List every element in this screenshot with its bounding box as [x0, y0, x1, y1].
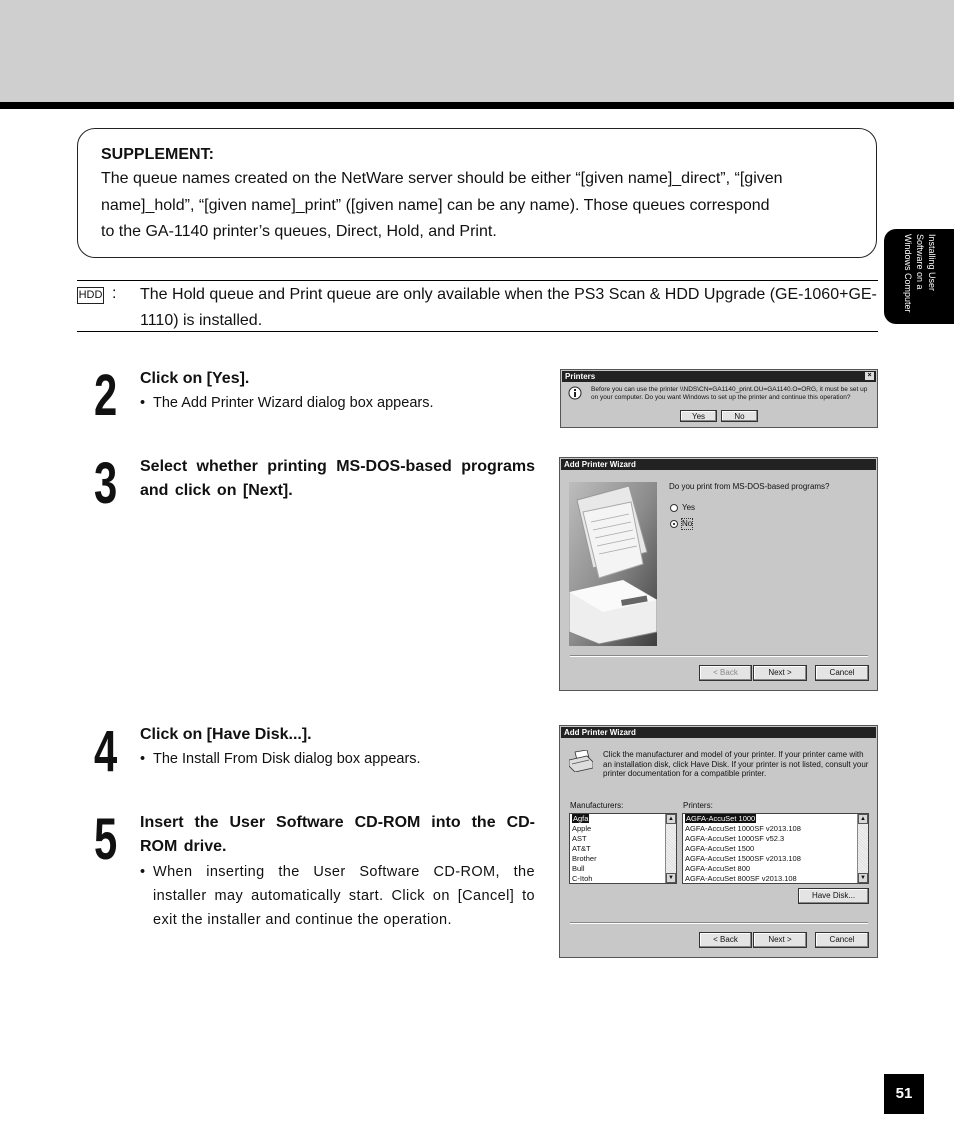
supplement-title: SUPPLEMENT:: [101, 146, 214, 163]
step-number: 5: [94, 807, 117, 872]
step-title: Select whether printing MS-DOS-based programs and click on [Next].: [140, 458, 535, 499]
list-item[interactable]: AGFA-AccuSet 1000SF v52.3: [685, 834, 785, 843]
bullet-icon: •: [140, 751, 146, 767]
page-number: 51: [884, 1074, 924, 1114]
dialog-title: Add Printer Wizard: [561, 727, 876, 738]
step-bullet-text: The Install From Disk dialog box appears.: [153, 751, 421, 767]
supplement-line: name]_hold”, “[given name]_print” ([given name] can be any name). Those queues correspond: [101, 196, 770, 214]
list-item[interactable]: AGFA-AccuSet 1000SF v2013.108: [685, 824, 801, 833]
chapter-side-tab: [884, 229, 954, 324]
side-tab-line-2: Software on a: [915, 234, 925, 290]
manufacturers-label: Manufacturers:: [570, 801, 624, 810]
list-item[interactable]: AST: [572, 834, 587, 843]
supplement-body: [101, 166, 854, 246]
step-number: 4: [94, 719, 117, 784]
hdd-colon: :: [112, 285, 117, 302]
no-button[interactable]: No: [721, 410, 758, 422]
printers-dialog-message: Before you can use the printer \\NDS\CN=GA1140_print.OU=GA1140.O=ORG, it must be set up on your computer. Do you want Windows to set up the printer and continue this operation?: [591, 386, 868, 401]
bullet-icon: •: [140, 864, 146, 880]
step-bullet: [140, 391, 535, 415]
scroll-down-icon[interactable]: ▼: [666, 873, 676, 883]
radio-no[interactable]: [670, 520, 678, 528]
list-item[interactable]: AGFA-AccuSet 1500: [685, 844, 755, 853]
back-button[interactable]: < Back: [699, 932, 752, 948]
printer-icon: [569, 750, 593, 772]
list-item[interactable]: AT&T: [572, 844, 591, 853]
radio-yes[interactable]: [670, 504, 678, 512]
cancel-button[interactable]: Cancel: [815, 932, 869, 948]
list-item[interactable]: AGFA-AccuSet 800SF v2013.108: [685, 874, 797, 883]
hdd-badge-icon: HDD: [77, 287, 104, 304]
side-tab-line-3: Windows Computer: [903, 234, 913, 313]
list-item[interactable]: AGFA-AccuSet 800: [685, 864, 751, 873]
step-bullet-text: The Add Printer Wizard dialog box appears.: [153, 395, 434, 411]
list-item[interactable]: Agfa: [573, 814, 589, 823]
list-item[interactable]: Apple: [572, 824, 592, 833]
yes-button[interactable]: Yes: [680, 410, 717, 422]
dialog-title-text: Printers: [565, 372, 596, 381]
add-printer-wizard-model-dialog: [559, 725, 878, 958]
supplement-box: [77, 128, 877, 258]
step-bullet: [140, 860, 535, 932]
cancel-button[interactable]: Cancel: [815, 665, 869, 681]
list-item[interactable]: C-Itoh: [572, 874, 593, 883]
divider: [570, 655, 868, 657]
add-printer-wizard-dos-dialog: [559, 457, 878, 691]
list-item[interactable]: Brother: [572, 854, 597, 863]
divider: [570, 922, 868, 924]
scrollbar[interactable]: [665, 814, 676, 883]
list-item[interactable]: Bull: [572, 864, 585, 873]
model-instructions: Click the manufacturer and model of your printer. If your printer came with an installation disk, click Have Disk. If your printer is not listed, consult your printer documentation for a compatible printer.: [603, 750, 869, 778]
scroll-up-icon[interactable]: ▲: [666, 814, 676, 824]
hdd-note: [77, 280, 878, 332]
scroll-down-icon[interactable]: ▼: [858, 873, 868, 883]
bullet-icon: •: [140, 395, 146, 411]
printers-dialog: [560, 369, 878, 428]
dialog-title: [562, 371, 876, 382]
supplement-line: The queue names created on the NetWare server should be either “[given name]_direct”, “[given: [101, 170, 783, 187]
step-title: Insert the User Software CD-ROM into the CD-ROM drive.: [140, 814, 535, 855]
next-button[interactable]: Next >: [753, 665, 807, 681]
scrollbar[interactable]: [857, 814, 868, 883]
step-bullet-text: When inserting the User Software CD-ROM, the installer may automatically start. Click on [Cancel] to exit the installer and continue the operation.: [153, 864, 535, 928]
info-icon: [568, 386, 582, 400]
supplement-line: to the GA-1140 printer’s queues, Direct, Hold, and Print.: [101, 223, 497, 240]
next-button[interactable]: Next >: [753, 932, 807, 948]
printers-label: Printers:: [683, 801, 713, 810]
have-disk-button[interactable]: Have Disk...: [798, 888, 869, 904]
list-item[interactable]: AGFA-AccuSet 1000: [686, 814, 756, 823]
side-tab-line-1: Installing User: [927, 234, 937, 292]
hdd-note-text: The Hold queue and Print queue are only available when the PS3 Scan & HDD Upgrade (GE-1060+GE-1110) is installed.: [140, 286, 877, 329]
back-button[interactable]: < Back: [699, 665, 752, 681]
dos-question: Do you print from MS-DOS-based programs?: [669, 482, 830, 491]
step-title: Click on [Have Disk...].: [140, 726, 312, 743]
close-icon[interactable]: ×: [865, 372, 874, 380]
manufacturers-listbox[interactable]: [569, 813, 677, 884]
step-number: 3: [94, 451, 117, 516]
header-band: [0, 0, 954, 102]
radio-no-label: No: [682, 519, 693, 528]
printer-illustration-icon: [569, 482, 657, 646]
step-number: 2: [94, 363, 117, 428]
printers-listbox[interactable]: [682, 813, 869, 884]
list-item[interactable]: AGFA-AccuSet 1500SF v2013.108: [685, 854, 801, 863]
header-rule: [0, 102, 954, 109]
step-bullet: [140, 747, 535, 771]
dialog-title: Add Printer Wizard: [561, 459, 876, 470]
radio-yes-label: Yes: [682, 503, 696, 512]
scroll-up-icon[interactable]: ▲: [858, 814, 868, 824]
step-title: Click on [Yes].: [140, 370, 250, 387]
